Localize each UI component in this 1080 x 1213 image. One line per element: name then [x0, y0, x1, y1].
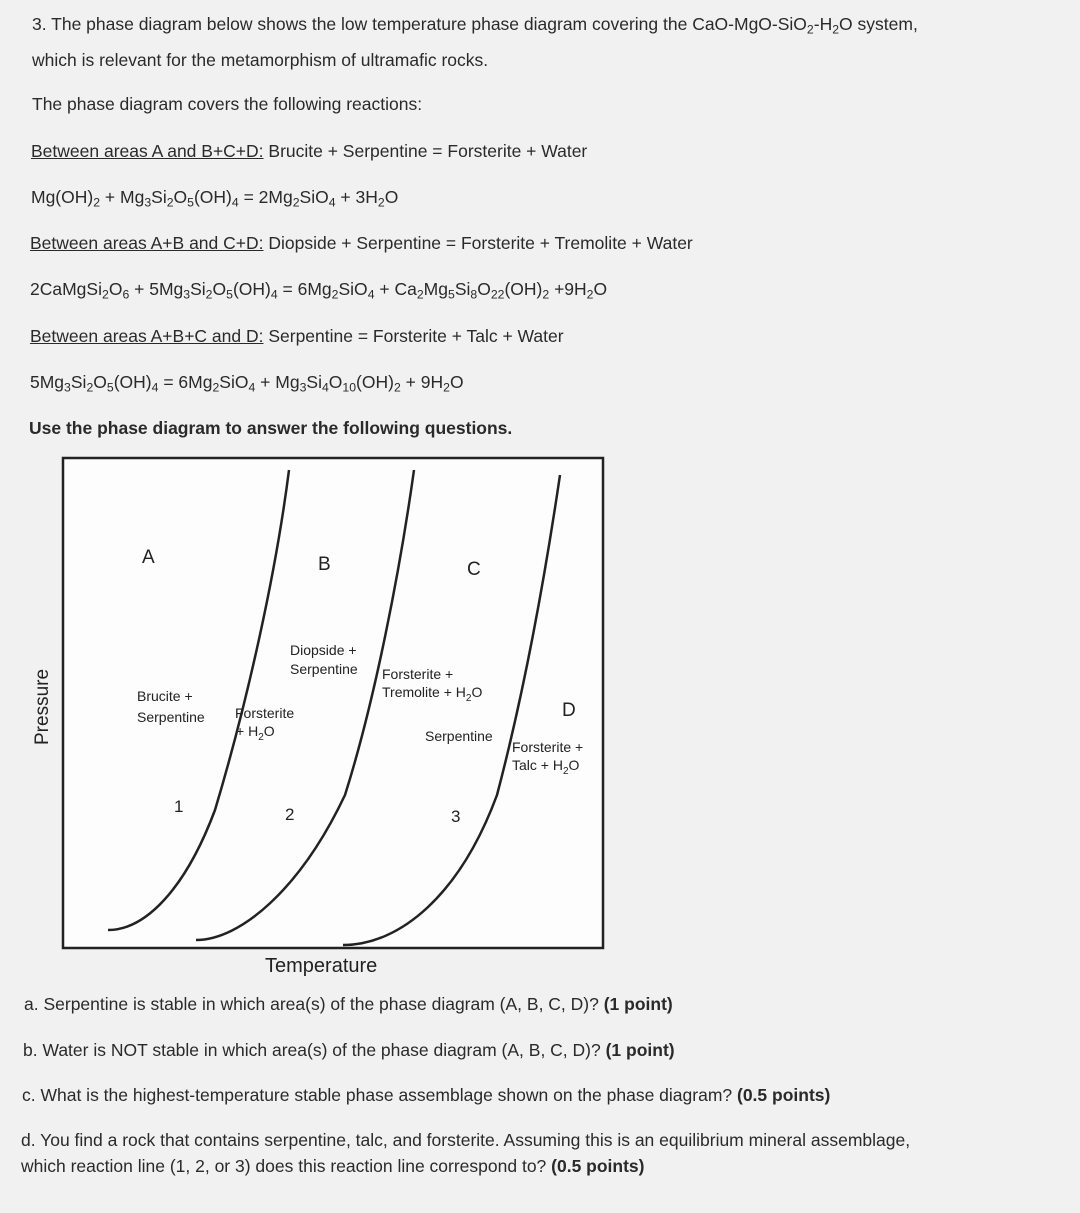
reaction-2-heading: Between areas A+B and C+D: Diopside + Serpentine = Forsterite + Tremolite + Water	[30, 233, 693, 253]
axis-label-pressure: Pressure	[32, 668, 53, 745]
label-serpentine-2: Serpentine	[290, 661, 358, 677]
label-serpentine-3: Serpentine	[425, 728, 493, 744]
label-forsterite-2: Forsterite +	[382, 666, 454, 682]
label-diopside: Diopside +	[290, 642, 357, 658]
label-talc: Talc + $H_2O$	[512, 757, 580, 777]
reaction-1-equation: $Mg(OH)_2 + Mg_3Si_2O_5(OH)_4 = 2Mg_2SiO_4 + 3H_2O$	[31, 187, 399, 210]
area-label-c: C	[467, 559, 481, 580]
question-a: a. Serpentine is stable in which area(s) of the phase diagram (A, B, C, D)? (1 point)	[24, 994, 673, 1014]
label-serpentine-1: Serpentine	[137, 709, 205, 725]
reaction-2-equation: $2CaMgSi_2O_6 + 5Mg_3Si_2O_5(OH)_4 = 6Mg_2SiO_4 + Ca_2Mg_5Si_8O_{22}(OH)_2 +9H_2O$	[30, 279, 608, 302]
problem-intro-line2: which is relevant for the metamorphism of ultramafic rocks.	[32, 50, 489, 70]
label-forsterite-3: Forsterite +	[512, 739, 584, 755]
question-c: c. What is the highest-temperature stable phase assemblage shown on the phase diagram? (0.5 points)	[22, 1085, 831, 1105]
line-number-2: 2	[285, 805, 295, 824]
axis-label-temperature: Temperature	[265, 955, 378, 977]
area-label-b: B	[318, 554, 331, 575]
label-h2o-1: + $H_2O$	[236, 723, 275, 743]
question-d-line2: which reaction line (1, 2, or 3) does this reaction line correspond to? (0.5 points)	[21, 1156, 645, 1176]
label-brucite: Brucite +	[137, 688, 193, 704]
line-number-1: 1	[174, 797, 184, 816]
question-d-line1: d. You find a rock that contains serpentine, talc, and forsterite. Assuming this is an equilibrium mineral assemblage,	[21, 1130, 911, 1150]
problem-intro-line1: 3. The phase diagram below shows the low temperature phase diagram covering the CaO-$MgO-SiO_2-H_2O$ system,	[32, 14, 918, 37]
area-label-a: A	[142, 547, 155, 568]
reaction-3-equation: $5Mg_3Si_2O_5(OH)_4 = 6Mg_2SiO_4 + Mg_3Si_4O_{10}(OH)_2 + 9H_2O$	[30, 372, 464, 395]
instruction: Use the phase diagram to answer the following questions.	[29, 418, 513, 438]
line-number-3: 3	[451, 807, 461, 826]
reactions-intro: The phase diagram covers the following reactions:	[32, 94, 423, 114]
reaction-3-heading: Between areas A+B+C and D: Serpentine = Forsterite + Talc + Water	[30, 326, 564, 346]
area-label-d: D	[562, 700, 576, 721]
label-forsterite-1: Forsterite	[235, 705, 295, 721]
question-b: b. Water is NOT stable in which area(s) of the phase diagram (A, B, C, D)? (1 point)	[23, 1040, 675, 1060]
reaction-1-heading: Between areas A and B+C+D: Brucite + Serpentine = Forsterite + Water	[31, 141, 588, 161]
label-tremolite: Tremolite + $H_2O$	[382, 684, 483, 704]
